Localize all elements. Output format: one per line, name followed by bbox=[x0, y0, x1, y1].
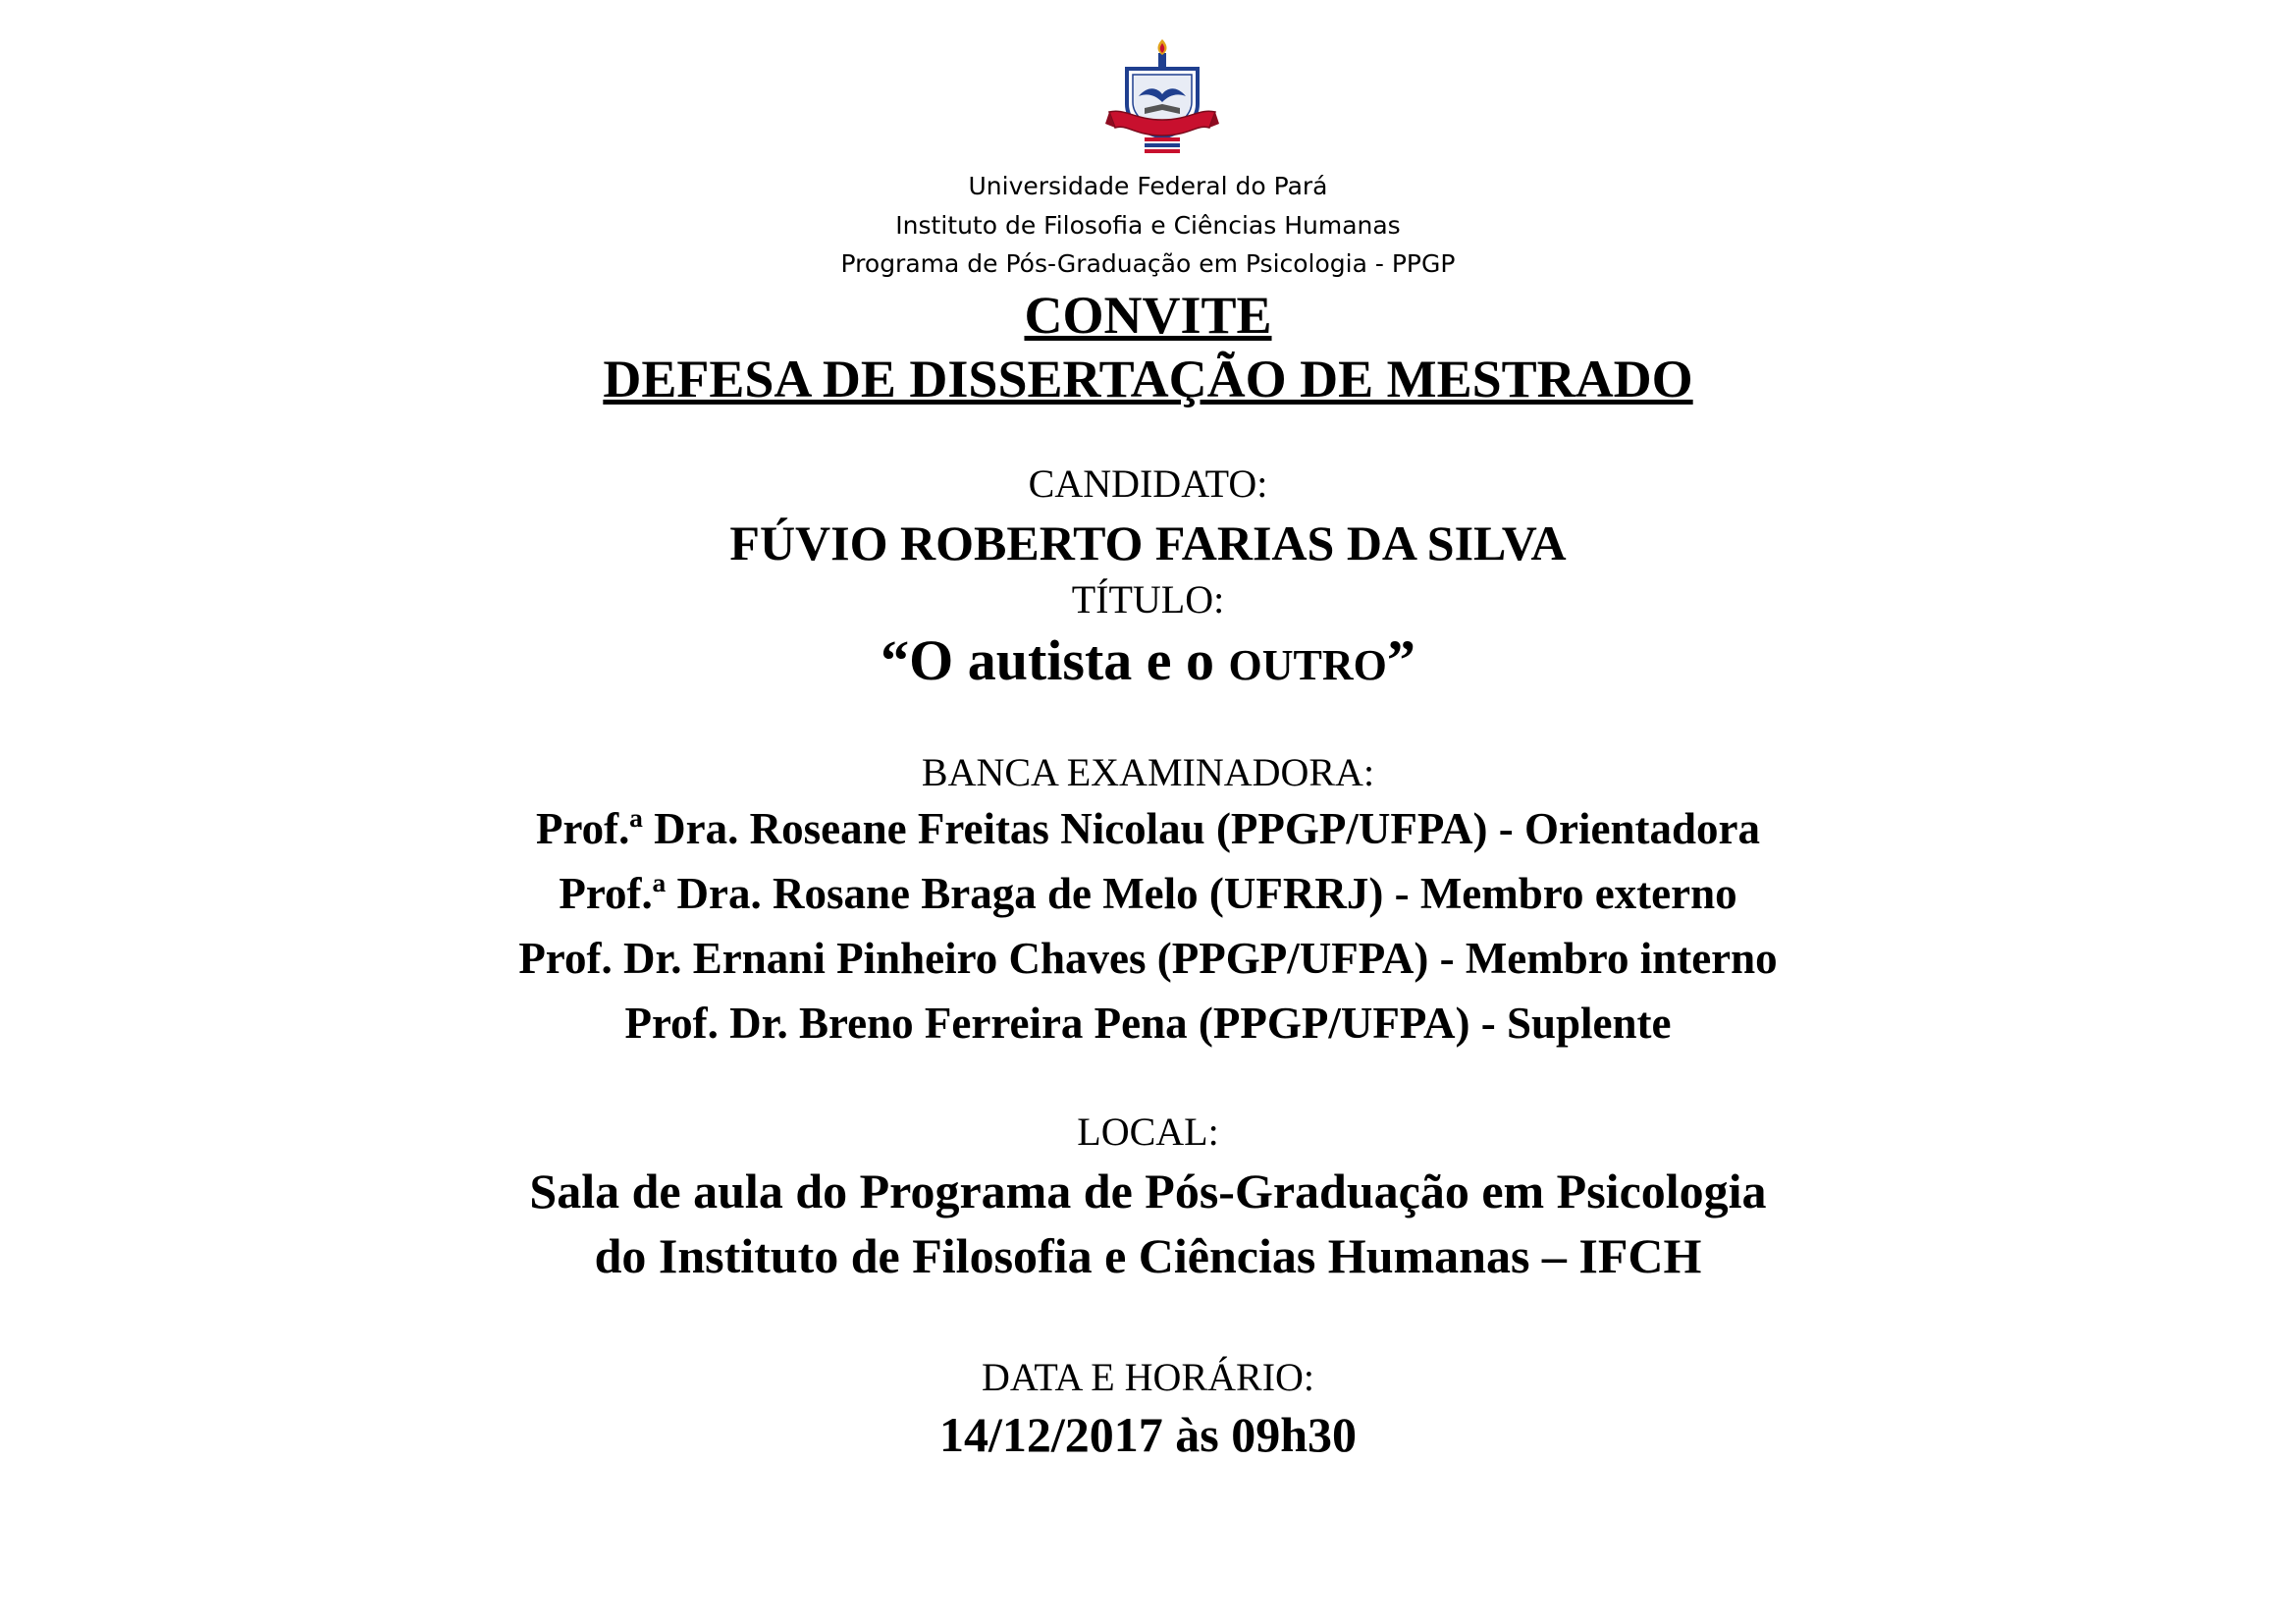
work-title-emph: OUTRO bbox=[1228, 641, 1387, 689]
location-line-2: do Instituto de Filosofia e Ciências Humanas – IFCH bbox=[594, 1228, 1702, 1283]
work-title-open: “O autista e o bbox=[881, 628, 1229, 692]
institute-name: Instituto de Filosofia e Ciências Humanas bbox=[895, 211, 1401, 240]
committee-member: Prof. Dr. Breno Ferreira Pena (PPGP/UFPA) - Suplente bbox=[624, 999, 1672, 1048]
location-label: LOCAL: bbox=[1077, 1110, 1219, 1154]
candidate-label: CANDIDATO: bbox=[1028, 461, 1268, 506]
committee-label: BANCA EXAMINADORA: bbox=[921, 750, 1375, 794]
work-title bbox=[0, 628, 2296, 698]
location-line-1: Sala de aula do Programa de Pós-Graduação em Psicologia bbox=[529, 1164, 1767, 1218]
program-name: Programa de Pós-Graduação em Psicologia - PPGP bbox=[840, 249, 1456, 278]
schedule-value: 14/12/2017 às 09h30 bbox=[938, 1407, 1358, 1462]
committee-member: Prof.ª Dra. Rosane Braga de Melo (UFRRJ) - Membro externo bbox=[559, 869, 1737, 918]
invite-subtitle: DEFESA DE DISSERTAÇÃO DE MESTRADO bbox=[603, 350, 1693, 408]
work-title-close: ” bbox=[1386, 628, 1415, 692]
invite-title: CONVITE bbox=[1024, 286, 1272, 345]
committee-member: Prof.ª Dra. Roseane Freitas Nicolau (PPGP/UFPA) - Orientadora bbox=[536, 804, 1760, 853]
committee-member: Prof. Dr. Ernani Pinheiro Chaves (PPGP/UFPA) - Membro interno bbox=[518, 934, 1778, 983]
work-label: TÍTULO: bbox=[1071, 577, 1225, 622]
schedule-label: DATA E HORÁRIO: bbox=[981, 1355, 1315, 1399]
university-name: Universidade Federal do Pará bbox=[968, 172, 1328, 200]
ufpa-seal-icon bbox=[1105, 39, 1219, 155]
candidate-name: FÚVIO ROBERTO FARIAS DA SILVA bbox=[729, 515, 1567, 570]
